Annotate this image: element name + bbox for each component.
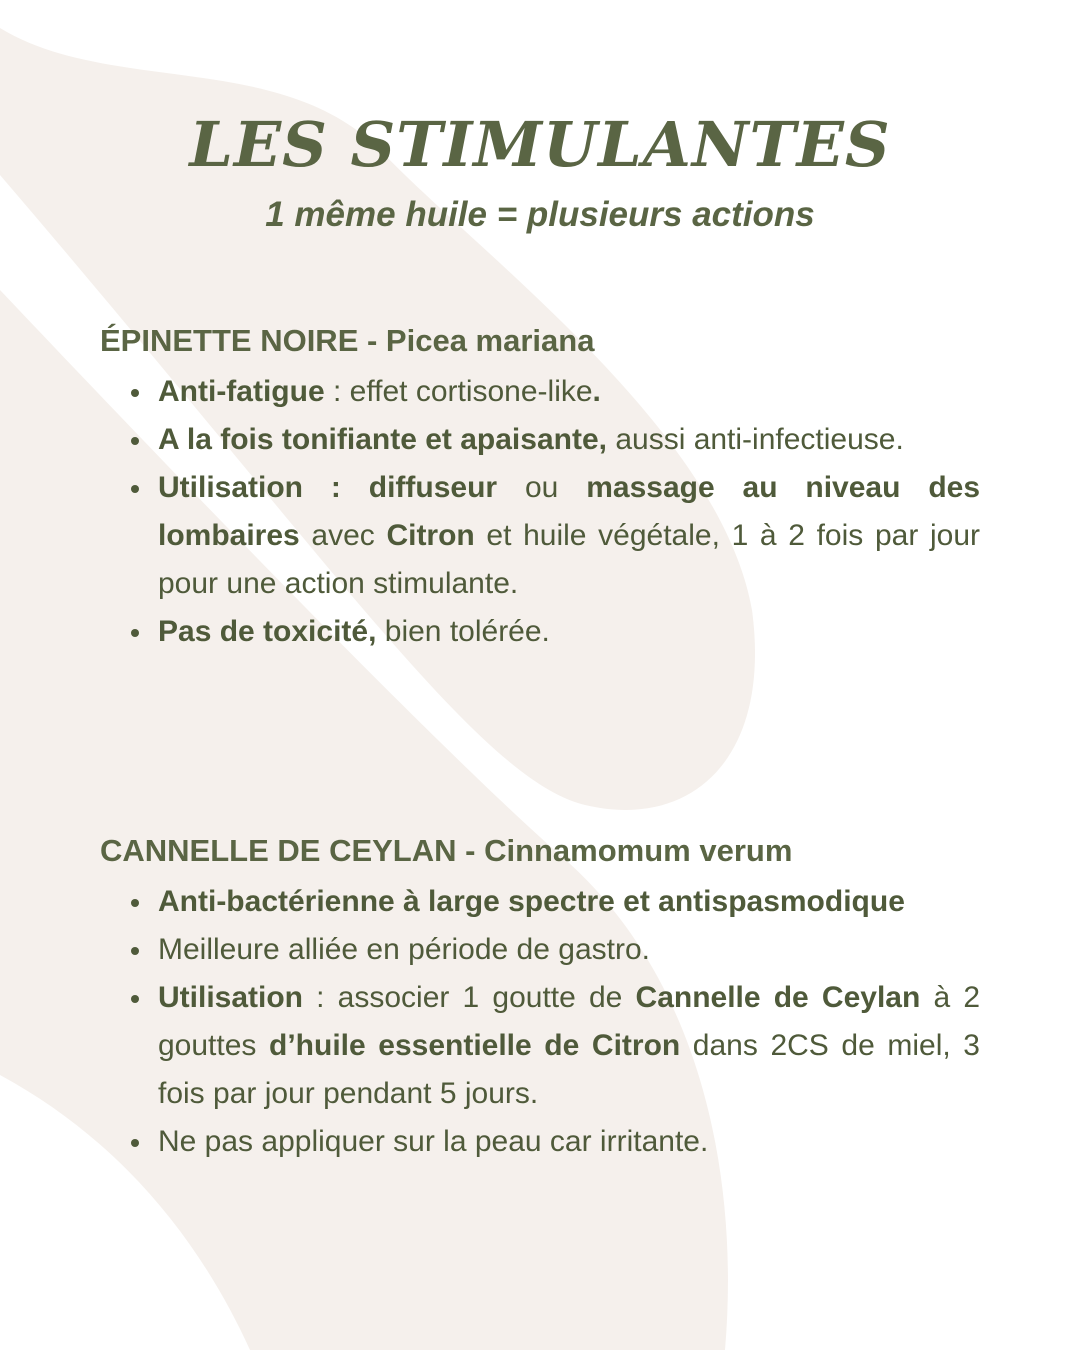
- list-item: [100, 878, 980, 926]
- text: et huile végétale, 1 à 2 fois par jour pour une action stimulante.: [158, 519, 980, 600]
- text: à 2 gouttes: [158, 981, 980, 1062]
- page-subtitle: 1 même huile = plusieurs actions: [265, 195, 815, 234]
- text: : associer 1 goutte de: [303, 981, 636, 1014]
- bold-text: Cannelle de Ceylan: [635, 981, 921, 1014]
- list-item: [100, 1118, 980, 1166]
- bold-text: Utilisation: [158, 981, 304, 1014]
- text: ou: [497, 471, 587, 504]
- page-title: LES STIMULANTES: [189, 108, 891, 181]
- list-item: [100, 974, 980, 1118]
- section-heading: ÉPINETTE NOIRE - Picea mariana: [100, 323, 595, 358]
- text: bien tolérée.: [376, 615, 550, 648]
- text: aussi anti-infectieuse.: [606, 423, 904, 456]
- bold-text: Citron: [386, 519, 475, 552]
- bold-text: Utilisation : diffuseur: [158, 471, 498, 504]
- list-item: [100, 464, 980, 608]
- bold-text: A la fois tonifiante et apaisante,: [158, 423, 607, 456]
- section-heading: CANNELLE DE CEYLAN - Cinnamomum verum: [100, 833, 793, 868]
- text: : effet cortisone-like: [324, 375, 593, 408]
- bullet-list: [100, 878, 980, 1166]
- section-epinette-noire: [100, 318, 980, 656]
- bold-text: Pas de toxicité,: [158, 615, 377, 648]
- bold-text: massage au niveau des lombaires: [158, 471, 981, 552]
- text: dans 2CS de miel, 3 fois par jour pendant 5 jours.: [158, 1029, 980, 1110]
- bold-text: .: [592, 375, 601, 408]
- list-item: [100, 368, 980, 416]
- list-item: [100, 608, 980, 656]
- list-item: [100, 416, 980, 464]
- text: Meilleure alliée en période de gastro.: [158, 933, 650, 966]
- section-cannelle-de-ceylan: [100, 828, 980, 1166]
- bold-text: Anti-fatigue: [158, 375, 325, 408]
- bullet-list: [100, 368, 980, 656]
- text: Ne pas appliquer sur la peau car irritante.: [158, 1125, 709, 1158]
- list-item: [100, 926, 980, 974]
- text: avec: [299, 519, 387, 552]
- bold-text: Anti-bactérienne à large spectre et antispasmodique: [158, 885, 905, 918]
- bold-text: d’huile essentielle de Citron: [269, 1029, 681, 1062]
